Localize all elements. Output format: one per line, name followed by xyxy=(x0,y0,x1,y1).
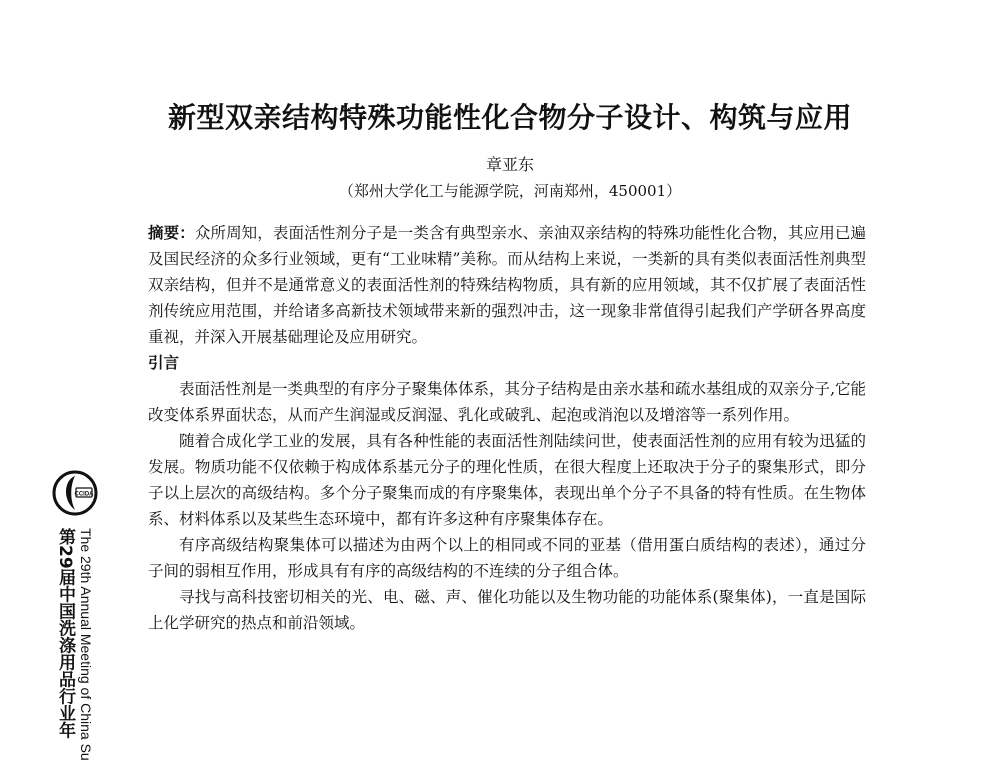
body-paragraph-2: 随着合成化学工业的发展，具有各种性能的表面活性剂陆续问世，使表面活性剂的应用有较为迅猛的发展。物质功能不仅依赖于构成体系基元分子的理化性质，在很大程度上还取决于分子的聚集形式，即分子以上层次的高级结构。多个分子聚集而成的有序聚集体，表现出单个分子不具备的特有性质。在生物体系、材料体系以及某些生态环境中，都有许多这种有序聚集体存在。 xyxy=(148,432,866,528)
body-paragraph-4: 寻找与高科技密切相关的光、电、磁、声、催化功能以及生物功能的功能体系(聚集体)，一直是国际上化学研究的热点和前沿领域。 xyxy=(148,588,866,632)
logo-text: CCIDA xyxy=(74,491,94,498)
author-affiliation: （郑州大学化工与能源学院，河南郑州，450001） xyxy=(338,182,682,200)
sidebar-english-text: The 29th Annual Meeting of China Su xyxy=(78,528,94,761)
abstract xyxy=(148,220,866,350)
body-paragraph-1: 表面活性剂是一类典型的有序分子聚集体体系，其分子结构是由亲水基和疏水基组成的双亲分子,它能改变体系界面状态，从而产生润湿或反润湿、乳化或破乳、起泡或消泡以及增溶等一系列作用。 xyxy=(148,380,866,424)
author-name: 章亚东 xyxy=(485,155,534,174)
paper-title: 新型双亲结构特殊功能性化合物分子设计、构筑与应用 xyxy=(167,101,852,134)
section-heading: 引言 xyxy=(148,353,180,372)
abstract-label: 摘要： xyxy=(148,223,195,242)
sidebar-chinese-text: 第29届中国洗涤用品行业年 xyxy=(55,528,75,739)
conference-logo-icon xyxy=(52,470,98,516)
abstract-text: 众所周知，表面活性剂分子是一类含有典型亲水、亲油双亲结构的特殊功能性化合物，其应用已遍及国民经济的众多行业领域，更有“工业味精”美称。而从结构上来说，一类新的具有类似表面活性剂典型双亲结构，但并不是通常意义的表面活性剂的特殊结构物质，具有新的应用领域，其不仅扩展了表面活性剂传统应用范围，并给诸多高新技术领域带来新的强烈冲击，这一现象非常值得引起我们产学研各界高度重视，并深入开展基础理论及应用研究。 xyxy=(148,224,866,346)
paper-body xyxy=(148,220,866,636)
body-paragraph-3: 有序高级结构聚集体可以描述为由两个以上的相同或不同的亚基（借用蛋白质结构的表述），通过分子间的弱相互作用，形成具有有序的高级结构的不连续的分子组合体。 xyxy=(148,536,866,580)
